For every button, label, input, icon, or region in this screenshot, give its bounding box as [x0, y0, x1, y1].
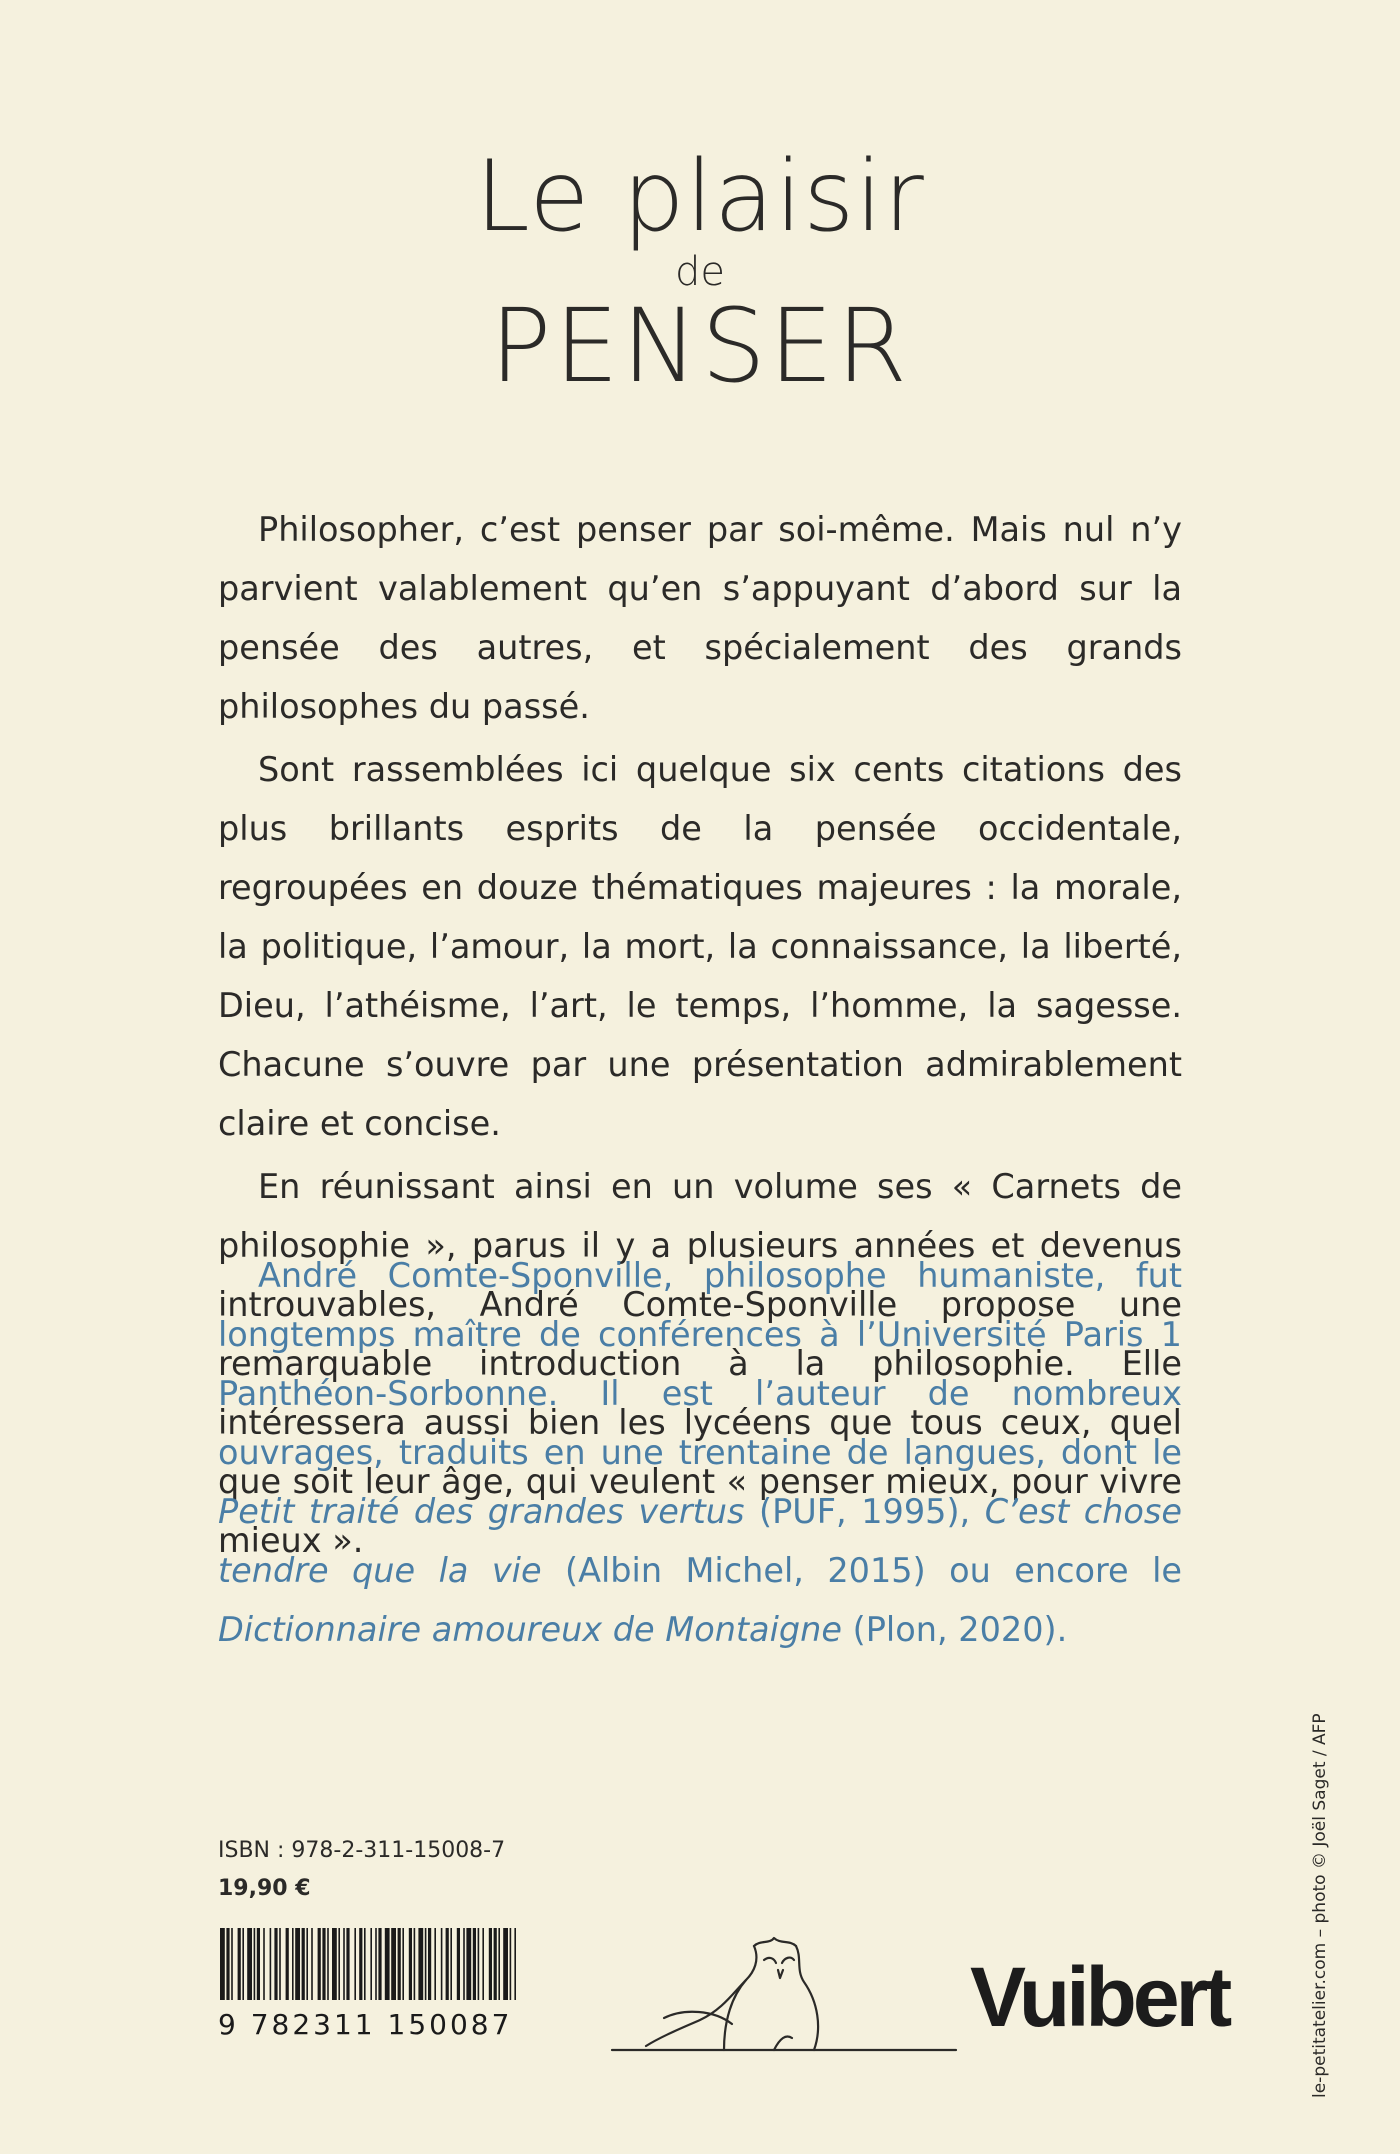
title-block	[0, 0, 1400, 420]
title-line-1: Le plaisir	[475, 140, 925, 254]
bio-book-title-3: Dictionnaire amoureux de Montaigne	[218, 1610, 843, 1649]
photo-credit: le-petitatelier.com – photo © Joël Saget / AFP	[1310, 1713, 1330, 2098]
bio-text-2: (PUF, 1995),	[744, 1492, 985, 1531]
blurb-paragraph-1: Philosopher, c’est penser par soi-même. Mais nul n’y parvient valablement qu’en s’appuyant d’abord sur la pensée des autres, et spécialement des grands philosophes du passé.	[218, 510, 1182, 726]
bio-book-title-1: Petit traité des grandes vertus	[218, 1492, 745, 1531]
barcode-number: 9 782311 150087	[218, 2000, 518, 2050]
bio-text-4: (Plon, 2020).	[842, 1610, 1068, 1649]
blurb-paragraph-2: Sont rassemblées ici quelque six cents citations des plus brillants esprits de la pensée occidentale, regroupées en douze thématiques majeures : la morale, la politique, l’amour, la mort, la connaissance, la liberté, Dieu, l’athéisme, l’art, le temps, l’homme, la sagesse. Chacune s’ouvre par une présentation admirablement claire et concise.	[218, 750, 1182, 1143]
blurb-paragraph-3: En réunissant ainsi en un volume ses « Carnets de philosophie », parus il y a plusieurs années et devenus introuvables, André Comte-Sponville propose une remarquable introduction à la philosophie. Elle intéressera aussi bien les lycéens que tous ceux, quel que soit leur âge, qui veulent « penser mieux, pour vivre mieux ».	[218, 1167, 1182, 1560]
bio-book-title-2: C’est chose tendre que la vie	[218, 1492, 1182, 1590]
owl-line-drawing-icon	[604, 1900, 964, 2060]
price: 19,90 €	[218, 1876, 311, 1901]
bio-text-3: (Albin Michel, 2015) ou encore le	[541, 1551, 1182, 1590]
title-line-3: PENSER	[489, 287, 911, 406]
title-line-2: de	[675, 249, 725, 295]
isbn: ISBN : 978-2-311-15008-7	[218, 1838, 506, 1863]
author-bio	[218, 1246, 1182, 1659]
author-bio-paragraph	[218, 1246, 1182, 1659]
bio-text-1: André Comte-Sponville, philosophe humaniste, fut longtemps maître de conférences à l’Université Paris 1 Panthéon-Sorbonne. Il est l’auteur de nombreux ouvrages, traduits en une trentaine de langues, dont le	[218, 1256, 1182, 1472]
publisher-logo: Vuibert	[970, 1950, 1229, 2044]
